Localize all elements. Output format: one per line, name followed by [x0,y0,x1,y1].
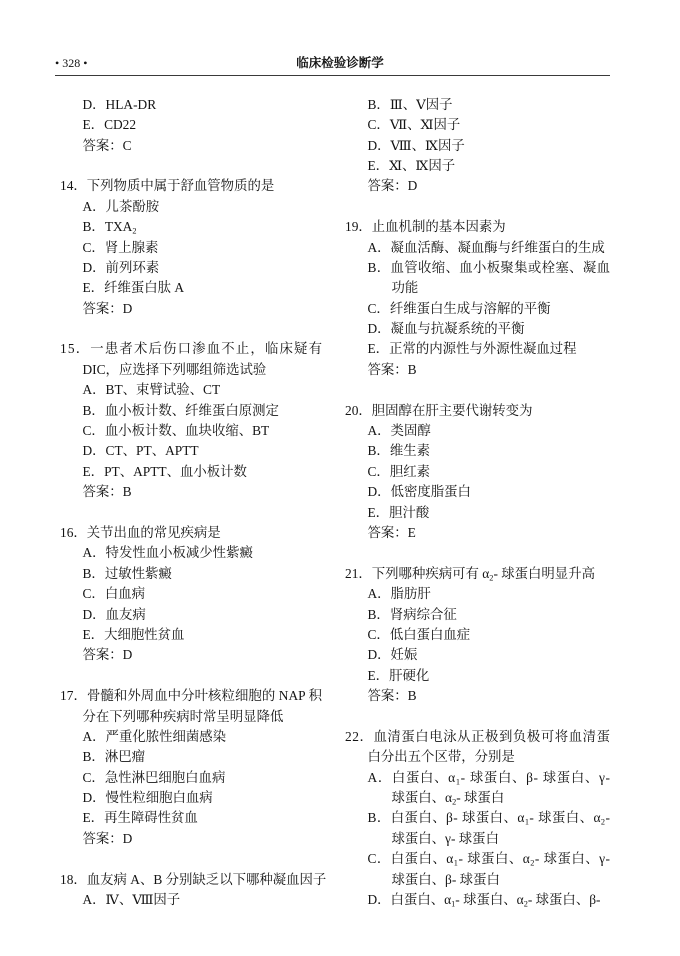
text-run: A．白蛋白、α [367,769,456,785]
question-stem-text: 15．一患者术后伤口渗血不止，临床疑有 [60,341,324,357]
option-text: B．血小板计数、纤维蛋白原测定 [82,402,279,418]
text-run: - 球蛋白、α [458,851,531,867]
question-block [60,686,322,849]
text-run: B．白蛋白、β- 球蛋白、α [367,810,525,826]
subscript: 2 [489,573,494,583]
question-stem [60,339,322,359]
option-text: D．Ⅷ、Ⅸ因子 [367,137,465,153]
answer-text: 答案：D [367,178,418,194]
question-stem-text: 14．下列物质中属于舒血管物质的是 [60,178,275,194]
subscript: 2 [132,226,137,236]
option [345,462,610,482]
question-block [60,870,327,911]
option-text: A．类固醇 [367,423,431,439]
text-run: 21．下列哪种疾病可有 α [345,565,490,581]
option [345,605,610,625]
question-stem [345,217,610,237]
option-text: D．前列环素 [82,259,160,275]
option-text: 球蛋白、γ- 球蛋白 [391,830,499,846]
option-text: D．HLA-DR [82,96,157,112]
answer [60,829,322,849]
option [60,564,322,584]
option-text: D．凝血与抗凝系统的平衡 [367,321,525,337]
option [345,156,610,176]
text-run: - 球蛋白、α [529,810,601,826]
answer [60,645,322,665]
question-stem-text: 分在下列哪种疾病时常呈明显降低 [82,708,284,724]
option [345,768,610,788]
question-stem-text: 20．胆固醇在肝主要代谢转变为 [345,402,533,418]
option [345,278,610,298]
answer [60,136,322,156]
option-text: E．大细胞性贫血 [82,626,185,642]
question-stem [60,523,322,543]
option [60,95,322,115]
answer-text: 答案：D [82,830,133,846]
option-text [83,219,137,234]
answer [60,482,322,502]
answer-text: 答案：D [82,300,133,316]
option-text: D．慢性粒细胞白血病 [82,790,213,806]
option-text [368,770,611,785]
question-block [345,564,610,707]
subscript: 1 [455,777,461,787]
question-stem [60,360,322,380]
option-text: A．Ⅳ、Ⅷ因子 [82,892,181,908]
question-block [60,339,322,502]
option [345,136,610,156]
option-text: C．纤维蛋白生成与溶解的平衡 [367,300,551,316]
option-text: C．低白蛋白血症 [367,626,471,642]
page-number: • 328 • [55,56,88,70]
text-run: - 球蛋白、α [455,892,524,908]
option-text: A．凝血活酶、凝血酶与纤维蛋白的生成 [367,239,605,255]
answer [345,360,610,380]
option [60,197,322,217]
answer-text: 答案：B [82,484,132,500]
option-text: E．正常的内源性与外源性凝血过程 [367,341,577,357]
text-run: C．白蛋白、α [367,851,454,867]
question-stem [345,747,610,767]
option-text [368,810,611,825]
option [60,768,322,788]
left-column [60,95,327,911]
option [345,584,610,604]
option-text: A．特发性血小板减少性紫癜 [82,545,253,561]
question-stem [345,564,610,584]
answer [345,176,610,196]
question-stem-text [345,566,595,581]
option [60,605,322,625]
option-text: C．急性淋巴细胞白血病 [82,769,226,785]
option [345,238,610,258]
option [60,890,322,910]
question-stem [345,401,610,421]
option [345,645,610,665]
subscript: 1 [453,858,459,868]
option [60,441,322,461]
question-block [60,176,322,319]
option-text [368,851,611,866]
subscript: 1 [524,817,530,827]
option [60,217,322,237]
option-text: C．白血病 [82,586,145,602]
subscript: 2 [452,797,457,807]
option-text: A．严重化脓性细菌感染 [82,728,227,744]
option [345,258,610,278]
question-block [345,217,610,380]
option-text: A．BT、束臂试验、CT [82,382,221,398]
running-title: 临床检验诊断学 [296,55,384,70]
subscript: 1 [451,899,456,909]
option [345,95,610,115]
option [345,890,610,910]
subscript: 2 [600,817,606,827]
answer-text: 答案：C [82,137,132,153]
option-text: E．Ⅺ、Ⅸ因子 [367,157,456,173]
option [60,788,322,808]
right-column [345,95,610,911]
question-stem [60,870,327,890]
option [60,380,322,400]
option [345,829,610,849]
question-stem-text: 19．止血机制的基本因素为 [345,219,506,235]
text-run: D．白蛋白、α [367,892,452,908]
option-text [392,790,505,805]
option [345,115,610,135]
option [60,625,322,645]
option-text: 球蛋白、β- 球蛋白 [391,871,500,887]
text-run: - 球蛋白、γ- [534,851,611,867]
subscript: 2 [530,858,535,868]
option-text: B．Ⅲ、Ⅴ因子 [367,96,453,112]
option-text: B．过敏性紫癜 [82,565,172,581]
option [60,401,322,421]
option-text: D．妊娠 [367,647,418,663]
question-stem-text: DIC，应选择下列哪组筛选试验 [82,361,267,377]
option [60,584,322,604]
option [345,299,610,319]
option [345,482,610,502]
option [345,870,610,890]
option [345,666,610,686]
option-text: E．再生障碍性贫血 [82,810,198,826]
subscript: 2 [523,899,528,909]
option-text: C．血小板计数、血块收缩、BT [82,423,270,439]
option [345,441,610,461]
option-text: E．CD22 [82,117,137,133]
question-stem [60,707,322,727]
question-stem-text: 17．骨髓和外周血中分叶核粒细胞的 NAP 积 [60,688,323,704]
text-run: - 球蛋白 [456,790,505,806]
header-rule [55,75,610,76]
option-text: D．低密度脂蛋白 [367,484,471,500]
option [345,421,610,441]
option-text: B．肾病综合征 [367,606,457,622]
question-stem [60,686,322,706]
text-run: - 球蛋白、β- [527,892,601,908]
text-run: - 球蛋白明显升高 [493,565,595,581]
answer-text: 答案：E [367,525,416,540]
option-text: A．脂肪肝 [367,586,431,602]
question-block [345,95,610,197]
text-run: - 球蛋白、β- 球蛋白、γ- [460,769,611,785]
question-stem-text: 16．关节出血的常见疾病是 [60,525,221,540]
question-block [60,95,322,156]
option-text: A．儿茶酚胺 [82,198,160,214]
option [345,808,610,828]
option [60,258,322,278]
question-stem-text: 18．血友病 A、B 分别缺乏以下哪种凝血因子 [60,871,327,887]
option [60,727,322,747]
option-text [368,892,601,907]
answer-text: 答案：B [367,688,417,704]
option [345,319,610,339]
answer [345,523,610,543]
option [345,849,610,869]
question-stem [345,727,610,747]
option [60,238,322,258]
option-text: B．血管收缩、血小板聚集或栓塞、凝血 [367,259,611,275]
option-text: E．胆汁酸 [367,504,430,520]
option [345,339,610,359]
option [60,543,322,563]
question-stem-text: 白分出五个区带，分别是 [367,749,515,765]
text-run: B．TXA [82,219,133,235]
question-block [60,523,322,666]
answer [60,299,322,319]
answer-text: 答案：B [367,361,417,377]
option-text: D．血友病 [82,606,146,622]
option [345,788,610,808]
text-run: - [605,810,611,826]
text-run: 球蛋白、α [391,790,453,806]
option [60,421,322,441]
option-text: 功能 [391,280,419,296]
question-stem [60,176,322,196]
option-text: B．维生素 [367,443,430,459]
option [345,625,610,645]
option [345,503,610,523]
option [60,808,322,828]
answer-text: 答案：D [82,647,133,663]
option [60,115,322,135]
option [60,747,322,767]
option-text: D．CT、PT、APTT [82,443,199,459]
option-text: C．胆红素 [367,463,430,479]
question-stem-text: 22．血清蛋白电泳从正极到负极可将血清蛋 [345,728,611,744]
option-text: E．肝硬化 [367,667,430,683]
option [60,278,322,298]
option-text: E．PT、APTT、血小板计数 [82,463,247,479]
question-block [345,727,610,911]
option [60,462,322,482]
question-block [345,401,610,544]
option-text: C．Ⅶ、Ⅺ因子 [367,117,461,133]
option-text: E．纤维蛋白肽 A [82,280,185,296]
option-text: B．淋巴瘤 [82,749,145,765]
answer [345,686,610,706]
option-text: C．肾上腺素 [82,239,159,255]
